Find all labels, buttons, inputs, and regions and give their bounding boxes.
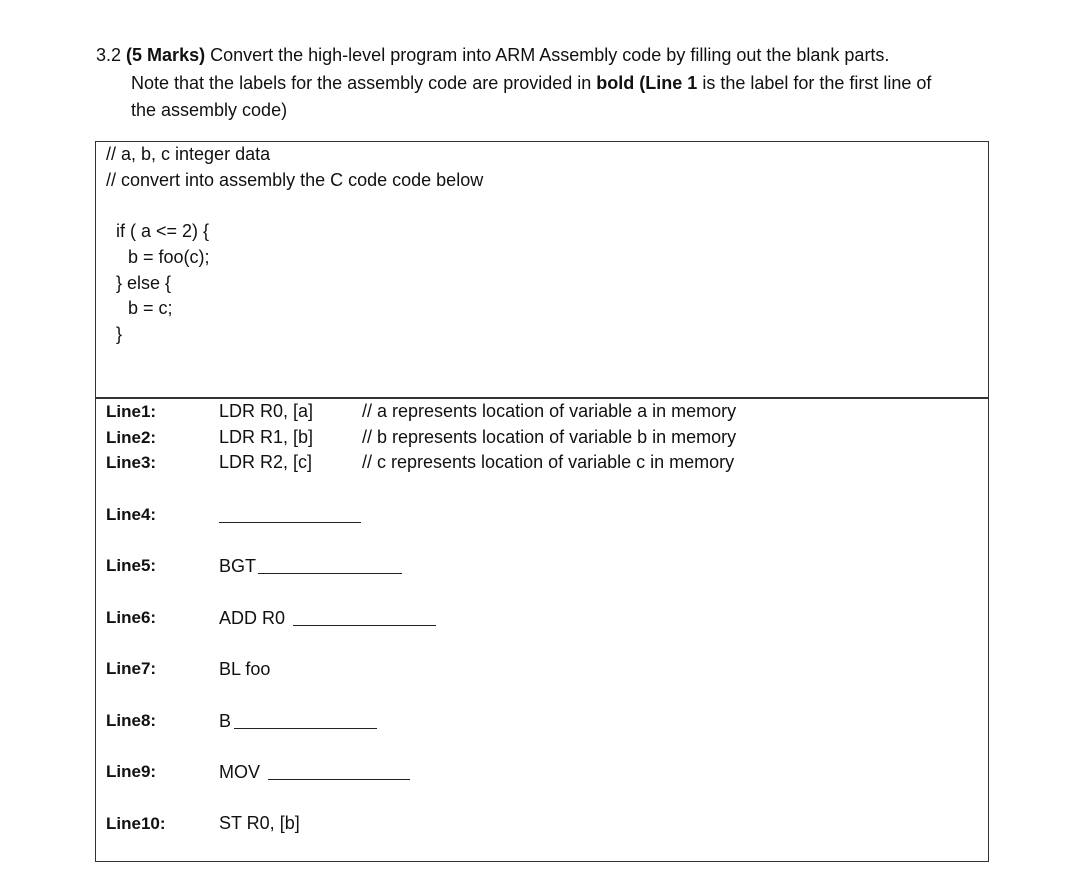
- asm-instr-10: ST R0, [b]: [219, 813, 300, 833]
- asm-comment-1: // a represents location of variable a in memory: [362, 401, 737, 421]
- asm-label-7: Line7:: [106, 659, 157, 678]
- question-line-2: [131, 70, 931, 97]
- asm-instr-1: LDR R0, [a]: [219, 401, 314, 421]
- asm-instr-8: B: [219, 711, 232, 731]
- question-number: 3.2: [96, 45, 122, 65]
- blank-line-4[interactable]: [219, 522, 361, 523]
- asm-label-8: Line8:: [106, 711, 157, 730]
- blank-line-5[interactable]: [258, 573, 402, 574]
- asm-instr-9: MOV: [219, 762, 261, 782]
- asm-label-9: Line9:: [106, 762, 157, 781]
- question-line-3: the assembly code): [131, 100, 288, 120]
- question-marks: (5 Marks): [126, 45, 206, 65]
- asm-instr-6: ADD R0: [219, 608, 286, 628]
- question-text-line1: (Line 1: [639, 73, 698, 93]
- code-if: if ( a <= 2) {: [116, 221, 210, 241]
- asm-instr-7: BL foo: [219, 659, 271, 679]
- blank-line-9[interactable]: [268, 779, 410, 780]
- asm-instr-5: BGT: [219, 556, 257, 576]
- question-line-1: [96, 42, 889, 69]
- asm-label-10: Line10:: [106, 814, 166, 833]
- code-comment-1: // a, b, c integer data: [106, 144, 271, 164]
- question-text-2a: Note that the labels for the assembly code are provided in: [131, 73, 597, 93]
- question-text-1: Convert the high-level program into ARM Assembly code by filling out the blank parts.: [210, 45, 890, 65]
- code-b-c: b = c;: [128, 298, 173, 318]
- asm-instr-3: LDR R2, [c]: [219, 452, 313, 472]
- asm-comment-2: // b represents location of variable b in memory: [362, 427, 737, 447]
- code-b-foo: b = foo(c);: [128, 247, 210, 267]
- code-else: } else {: [116, 273, 172, 293]
- asm-label-4: Line4:: [106, 505, 157, 524]
- asm-label-5: Line5:: [106, 556, 157, 575]
- blank-line-8[interactable]: [234, 728, 377, 729]
- asm-label-3: Line3:: [106, 453, 157, 472]
- question-text-2e: is the label for the first line of: [697, 73, 932, 93]
- asm-label-1: Line1:: [106, 402, 157, 421]
- code-comment-2: // convert into assembly the C code code below: [106, 170, 484, 190]
- blank-line-6[interactable]: [293, 625, 436, 626]
- asm-label-6: Line6:: [106, 608, 157, 627]
- asm-comment-3: // c represents location of variable c in memory: [362, 452, 735, 472]
- code-close: }: [116, 324, 123, 344]
- question-text-bold: bold: [596, 73, 635, 93]
- asm-label-2: Line2:: [106, 428, 157, 447]
- asm-instr-2: LDR R1, [b]: [219, 427, 314, 447]
